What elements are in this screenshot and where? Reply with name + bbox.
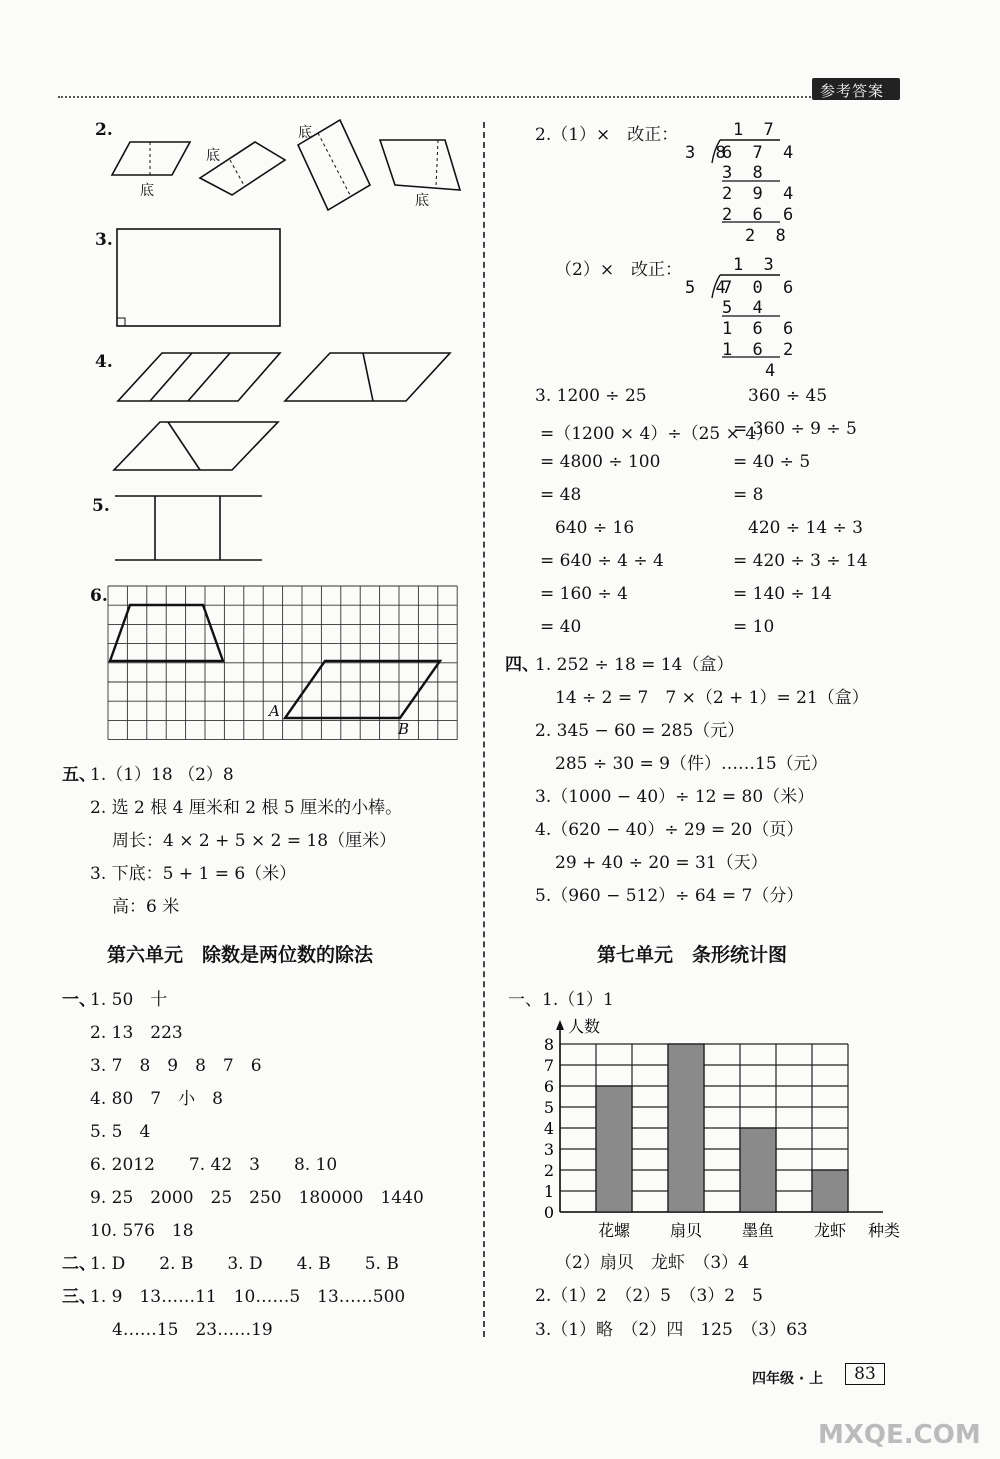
unit6-section-num: 三、 (62, 1287, 96, 1307)
q2b-label: （2）× 改正： (555, 260, 683, 280)
unit6-item: 1. D 2. B 3. D 4. B 5. B (90, 1254, 399, 1274)
div1-dividend: 6 7 4 (722, 143, 799, 163)
section4-item: 29 + 40 ÷ 20 = 31（天） (555, 853, 768, 873)
unit6-title: 第六单元 除数是两位数的除法 (107, 944, 374, 966)
calc-left: = 160 ÷ 4 (540, 584, 628, 604)
div2-step2: 1 6 6 (722, 319, 799, 339)
base-label: 底 (206, 148, 220, 164)
s5-line2: 2. 选 2 根 4 厘米和 2 根 5 厘米的小棒。 (90, 798, 403, 818)
section4-item: 4.（620 − 40）÷ 29 = 20（页） (535, 820, 804, 840)
point-a-label: A (269, 702, 280, 720)
watermark: MXQE.COM (818, 1420, 981, 1450)
div2-step3: 1 6 2 (722, 340, 799, 360)
category-label: 扇贝 (669, 1221, 703, 1240)
bar-花螺 (596, 1086, 632, 1212)
calc-right: = 40 ÷ 5 (733, 452, 811, 472)
q4-label: 4. (95, 352, 113, 372)
calc-left: 3. 1200 ÷ 25 (535, 386, 647, 406)
q6-label: 6. (90, 586, 108, 606)
section4-item: 1. 252 ÷ 18 = 14（盒） (535, 655, 734, 675)
y-tick-label: 1 (543, 1182, 554, 1201)
s5-line1: 1.（1）18 （2）8 (90, 765, 234, 785)
div2-divisor: 5 4 (685, 278, 731, 298)
section-5-num: 五、 (62, 765, 96, 785)
base-label: 底 (415, 193, 429, 209)
calc-right: 360 ÷ 45 (748, 386, 828, 406)
base-label: 底 (298, 125, 312, 141)
section4-item: 2. 345 − 60 = 285（元） (535, 721, 745, 741)
calc-right: = 10 (733, 617, 775, 637)
div1-quotient: 1 7 (733, 120, 779, 140)
calc-left: = 4800 ÷ 100 (540, 452, 661, 472)
s5-line4: 3. 下底：5 + 1 = 6（米） (90, 864, 297, 884)
y-axis-arrow (556, 1020, 564, 1030)
section4-item: 14 ÷ 2 = 7 7 ×（2 + 1）= 21（盒） (555, 688, 869, 708)
y-tick-label: 7 (543, 1056, 554, 1075)
page-number: 83 (845, 1363, 885, 1385)
unit6-item: 4. 80 7 小 8 (90, 1089, 223, 1109)
unit6-item: 6. 2012 7. 42 3 8. 10 (90, 1155, 338, 1175)
calc-right: 420 ÷ 14 ÷ 3 (748, 518, 863, 538)
section4-item: 5.（960 − 512）÷ 64 = 7（分） (535, 886, 804, 906)
div1-step3: 2 6 6 (722, 205, 799, 225)
section4-item: 3.（1000 − 40）÷ 12 = 80（米） (535, 787, 815, 807)
unit6-item: 1. 50 十 (90, 990, 168, 1010)
y-tick-label: 5 (543, 1098, 554, 1117)
calc-right: = 140 ÷ 14 (733, 584, 832, 604)
calc-left: = 640 ÷ 4 ÷ 4 (540, 551, 664, 571)
calc-right: = 360 ÷ 9 ÷ 5 (733, 419, 857, 439)
category-label: 花螺 (597, 1221, 631, 1240)
q5-label: 5. (92, 496, 110, 516)
s5-line5: 高：6 米 (112, 897, 180, 917)
unit6-item: 10. 576 18 (90, 1221, 194, 1241)
bar-龙虾 (812, 1170, 848, 1212)
q2-label: 2. (95, 120, 113, 140)
div1-remainder: 2 8 (745, 226, 791, 246)
calc-left: = 40 (540, 617, 582, 637)
bar-墨鱼 (740, 1128, 776, 1212)
unit7-q1: 一、1.（1）1 (508, 990, 614, 1010)
unit6-section-num: 一、 (62, 990, 96, 1010)
y-tick-label: 3 (543, 1140, 554, 1159)
unit6-item: 9. 25 2000 25 250 180000 1440 (90, 1188, 424, 1208)
calc-left: = 48 (540, 485, 582, 505)
unit6-item: 4……15 23……19 (112, 1320, 273, 1340)
div2-remainder: 4 (765, 361, 781, 381)
unit7-line3: 3.（1）略 （2）四 125 （3）63 (535, 1320, 808, 1340)
div2-step1: 5 4 (722, 298, 768, 318)
div1-step2: 2 9 4 (722, 184, 799, 204)
header-tag: 参考答案 (820, 82, 885, 100)
unit6-item: 5. 5 4 (90, 1122, 151, 1142)
section4-item: 285 ÷ 30 = 9（件）……15（元） (555, 754, 828, 774)
unit7-line1: （2）扇贝 龙虾 （3）4 (555, 1253, 749, 1273)
unit7-line2: 2.（1）2 （2）5 （3）2 5 (535, 1286, 763, 1306)
q3-label: 3. (95, 230, 113, 250)
calc-right: = 420 ÷ 3 ÷ 14 (733, 551, 868, 571)
x-axis-label: 种类 (868, 1221, 901, 1240)
calc-right: = 8 (733, 485, 764, 505)
div2-dividend: 7 0 6 (722, 278, 799, 298)
y-axis-label: 人数 (568, 1017, 601, 1036)
calc-left: 640 ÷ 16 (555, 518, 635, 538)
y-tick-label: 8 (543, 1035, 554, 1054)
div1-divisor: 3 8 (685, 143, 731, 163)
unit6-item: 3. 7 8 9 8 7 6 (90, 1056, 262, 1076)
section4-num: 四、 (505, 655, 539, 675)
div2-quotient: 1 3 (733, 255, 779, 275)
unit6-section-num: 二、 (62, 1254, 96, 1274)
div1-step1: 3 8 (722, 163, 768, 183)
unit7-title: 第七单元 条形统计图 (597, 944, 788, 966)
calc-left: =（1200 × 4）÷（25 × 4） (540, 424, 774, 444)
point-b-label: B (398, 720, 410, 738)
unit6-item: 1. 9 13……11 10……5 13……500 (90, 1287, 406, 1307)
y-tick-label: 6 (543, 1077, 554, 1096)
y-tick-label: 2 (543, 1161, 554, 1180)
bar-扇贝 (668, 1044, 704, 1212)
grade-label: 四年级 · 上 (752, 1371, 824, 1387)
base-label: 底 (140, 183, 154, 199)
category-label: 墨鱼 (741, 1221, 775, 1240)
y-tick-label: 4 (543, 1119, 554, 1138)
s5-line3: 周长：4 × 2 + 5 × 2 = 18（厘米） (112, 831, 397, 851)
category-label: 龙虾 (813, 1221, 847, 1240)
y-tick-label: 0 (543, 1203, 554, 1222)
q2a-label: 2.（1）× 改正： (535, 125, 679, 145)
unit6-item: 2. 13 223 (90, 1023, 183, 1043)
